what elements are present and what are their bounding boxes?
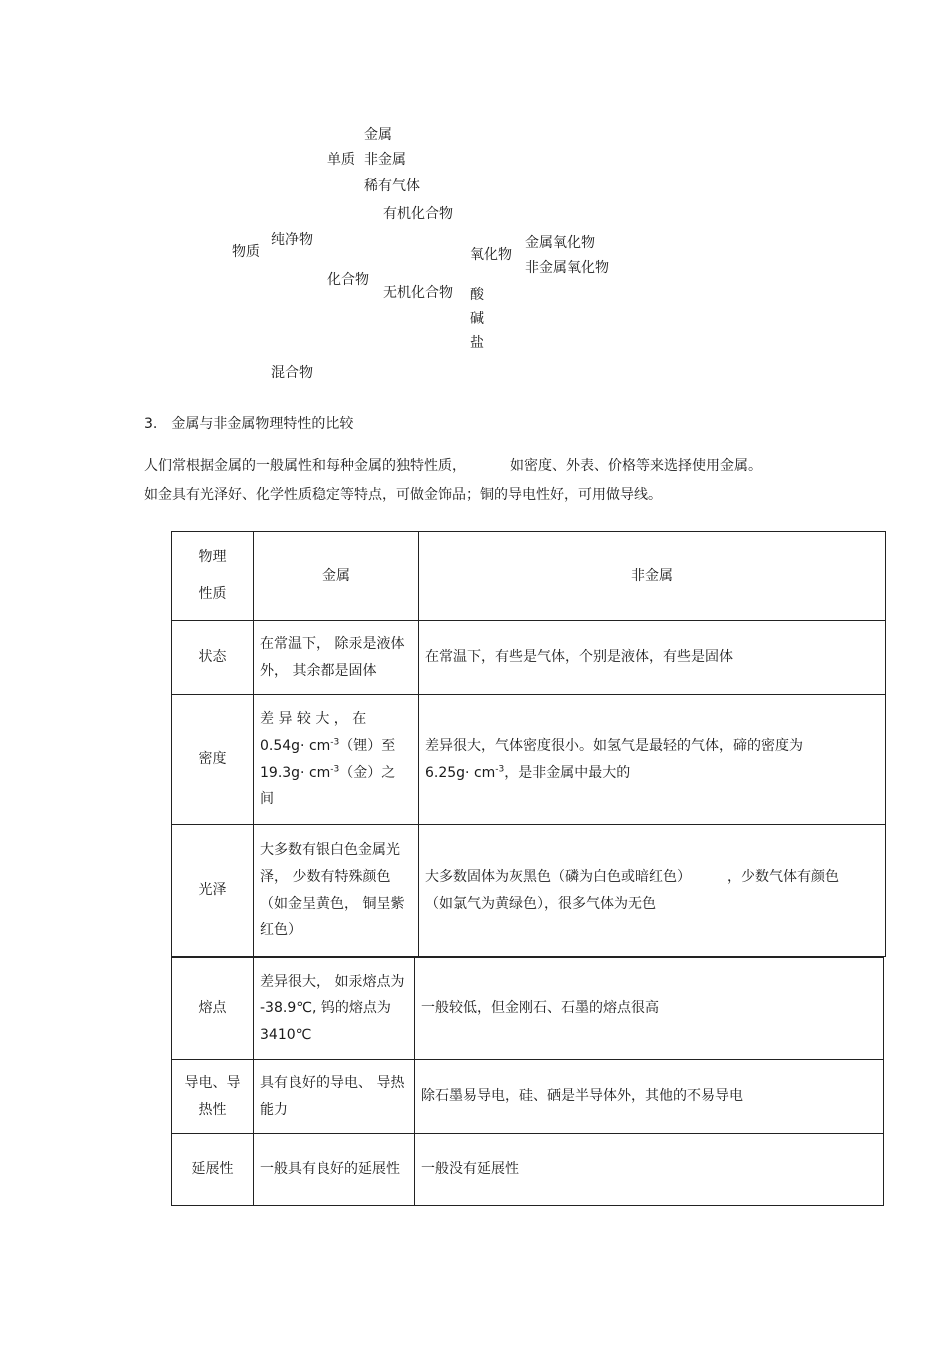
tree-node-nonmetal-oxide: 非金属氧化物 — [525, 260, 609, 276]
row-metal: 在常温下， 除汞是液体外， 其余都是固体 — [254, 621, 419, 695]
row-nonmetal: 除石墨易导电，硅、硒是半导体外，其他的不易导电 — [415, 1060, 884, 1134]
row-nonmetal: 在常温下，有些是气体，个别是液体，有些是固体 — [419, 621, 886, 695]
tree-node-pure-substance: 纯净物 — [271, 232, 313, 248]
intro-line-1: 人们常根据金属的一般属性和每种金属的独特性质， 如密度、外表、价格等来选择使用金属。 — [144, 458, 762, 474]
row-metal: 一般具有良好的延展性 — [254, 1134, 415, 1206]
header-property: 物理 性质 — [172, 532, 254, 621]
row-property: 光泽 — [172, 825, 254, 957]
tree-node-inorganic: 无机化合物 — [383, 285, 453, 301]
row-property: 状态 — [172, 621, 254, 695]
table-row — [172, 825, 886, 957]
properties-table-part1 — [171, 531, 886, 957]
row-nonmetal: 一般较低，但金刚石、石墨的熔点很高 — [415, 958, 884, 1060]
row-nonmetal: 一般没有延展性 — [415, 1134, 884, 1206]
table-row — [172, 621, 886, 695]
tree-node-substance: 物质 — [232, 244, 260, 260]
tree-node-acid: 酸 — [470, 287, 484, 303]
row-metal: 差 异 较 大 ， 在 $0.54g\cdot cm^{-3}$（锂）至 $19.3g\cdot cm^{-3}$（金）之 间 — [254, 695, 419, 825]
row-nonmetal: 大多数固体为灰黑色（磷为白色或暗红色） ，少数气体有颜色 （如氯气为黄绿色），很多气体为无色 — [419, 825, 886, 957]
table-row — [172, 958, 884, 1060]
section-number: 3. — [144, 416, 158, 432]
tree-node-organic: 有机化合物 — [383, 206, 453, 222]
section-title: 金属与非金属物理特性的比较 — [171, 416, 354, 432]
table-row — [172, 695, 886, 825]
tree-node-metal-oxide: 金属氧化物 — [525, 235, 595, 251]
properties-table-part2 — [171, 957, 884, 1206]
tree-node-salt: 盐 — [470, 335, 484, 351]
tree-node-mixture: 混合物 — [271, 365, 313, 381]
header-nonmetal: 非金属 — [419, 532, 886, 621]
table-row — [172, 1060, 884, 1134]
row-metal: 差异很大， 如汞熔点为 -38.9℃, 钨的熔点为 3410℃ — [254, 958, 415, 1060]
tree-node-element: 单质 — [327, 152, 355, 168]
row-property: 熔点 — [172, 958, 254, 1060]
tree-node-noble-gas: 稀有气体 — [364, 178, 420, 194]
intro-line-2: 如金具有光泽好、化学性质稳定等特点，可做金饰品；铜的导电性好，可用做导线。 — [144, 487, 662, 503]
row-property: 密度 — [172, 695, 254, 825]
table-header-row — [172, 532, 886, 621]
row-property: 延展性 — [172, 1134, 254, 1206]
header-metal: 金属 — [254, 532, 419, 621]
tree-node-metal: 金属 — [364, 127, 392, 143]
tree-node-base: 碱 — [470, 311, 484, 327]
row-property: 导电、导热性 — [172, 1060, 254, 1134]
row-metal: 大多数有银白色金属光泽， 少数有特殊颜色（如金呈黄色， 铜呈紫红色） — [254, 825, 419, 957]
row-metal: 具有良好的导电、 导热能力 — [254, 1060, 415, 1134]
row-nonmetal: 差异很大，气体密度很小。如氢气是最轻的气体，碲的密度为 $6.25g\cdot cm^{-3}$，是非金属中最大的 — [419, 695, 886, 825]
section-heading — [144, 417, 353, 431]
tree-node-nonmetal: 非金属 — [364, 152, 406, 168]
tree-node-compound: 化合物 — [327, 272, 369, 288]
table-row — [172, 1134, 884, 1206]
tree-node-oxide: 氧化物 — [470, 247, 512, 263]
